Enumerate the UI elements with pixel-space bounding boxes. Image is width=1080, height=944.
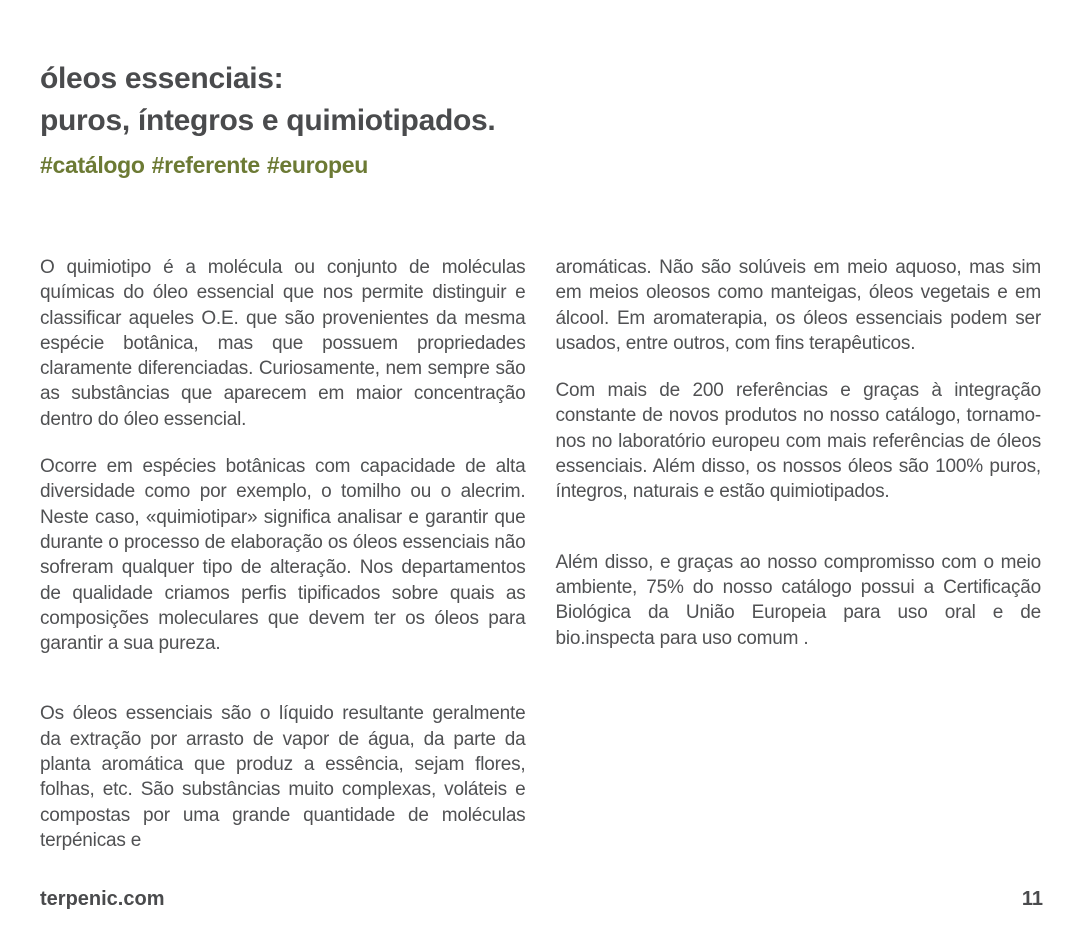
page-number: 11 <box>1021 888 1043 910</box>
website-label: terpenic.com <box>40 888 165 910</box>
paragraph-quimiotipo: O quimiotipo é a molécula ou conjunto de moléculas químicas do óleo essencial que nos permite distinguir e classificar aqueles O.E. que são provenientes da mesma espécie botânica, mas que possuem propriedades claramente diferenciadas. Curiosamente, nem sempre são as substâncias que aparecem em maior concentração dentro do óleo essencial. <box>40 257 526 430</box>
page-title-line-2: puros, íntegros e quimiotipados. <box>40 104 496 137</box>
page-title-line-1: óleos essenciais: <box>40 62 284 95</box>
page-header <box>40 58 1040 180</box>
left-column <box>40 255 526 853</box>
right-column <box>556 255 1042 853</box>
paragraph-referencias: Com mais de 200 referências e graças à integração constante de novos produtos no nosso catálogo, tornamo-nos no laboratório europeu com mais referências de óleos essenciais. Além disso, os nossos óleos são 100% puros, íntegros, naturais e estão quimiotipados. <box>555 380 1041 503</box>
page-title <box>40 58 1040 142</box>
hashtag-europeu: #europeu <box>266 152 369 178</box>
hashtag-row <box>40 150 1040 180</box>
paragraph-liquido-resultante: Os óleos essenciais são o líquido resultante geralmente da extração por arrasto de vapor de água, da parte da planta aromática que produz a essência, sejam flores, folhas, etc. São substâncias muito complexas, voláteis e compostas por uma grande quantidade de moléculas terpénicas e <box>40 703 526 851</box>
paragraph-especies-botanicas: Ocorre em espécies botânicas com capacidade de alta diversidade como por exemplo, o tomilho ou o alecrim. Neste caso, «quimiotipar» significa analisar e garantir que durante o processo de elaboração os óleos essenciais não sofreram qualquer tipo de alteração. Nos departamentos de qualidade criamos perfis tipificados sobre quais as composições moleculares que devem ter os óleos para garantir a sua pureza. <box>40 456 526 655</box>
paragraph-certificacao: Além disso, e graças ao nosso compromisso com o meio ambiente, 75% do nosso catálogo possui a Certificação Biológica da União Europeia para uso oral e de bio.inspecta para uso comum . <box>555 551 1041 649</box>
hashtag-referente: #referente <box>151 152 260 178</box>
hashtag-catalogo: #catálogo <box>40 152 145 178</box>
body-columns <box>40 255 1041 853</box>
page-footer <box>40 887 1043 911</box>
paragraph-aromaticas: aromáticas. Não são solúveis em meio aquoso, mas sim em meios oleosos como manteigas, óleos vegetais e em álcool. Em aromaterapia, os óleos essenciais podem ser usados, entre outros, com fins terapêuticos. <box>555 257 1041 354</box>
